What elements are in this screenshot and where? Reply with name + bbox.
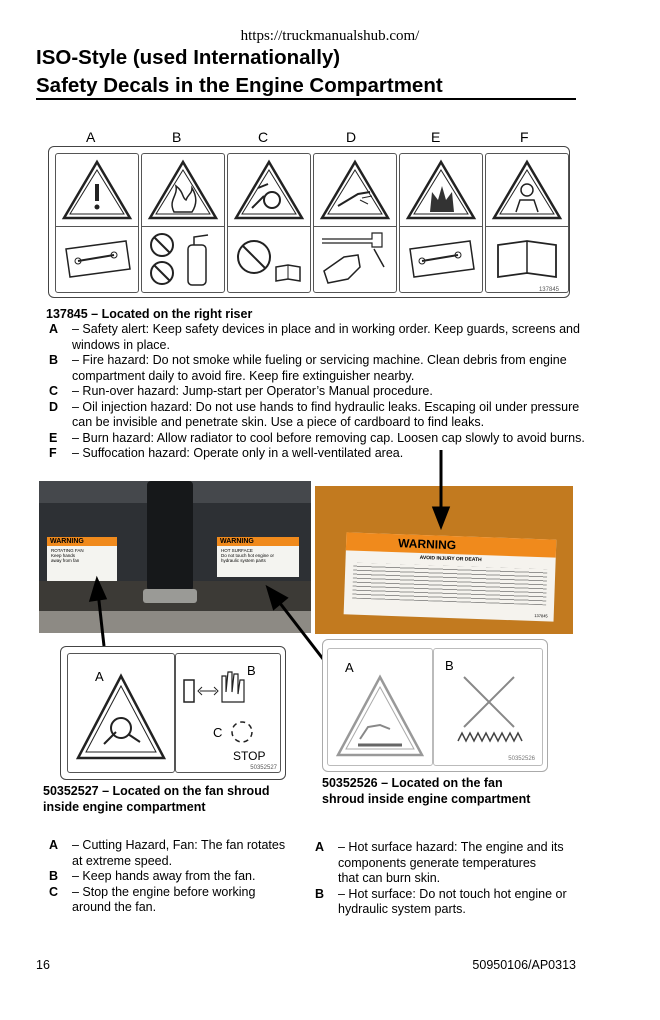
- decal-50352527-list: [46, 838, 306, 916]
- list-item: A – Safety alert: Keep safety devices in place and in working order. Keep guards, screens and windows in place.: [49, 322, 580, 352]
- list-item: A – Cutting Hazard, Fan: The fan rotates at extreme speed.: [49, 838, 286, 868]
- decal-50352526-list: [312, 840, 592, 918]
- list-item: B – Fire hazard: Do not smoke while fueling or servicing machine. Clean debris from engine compartment daily to avoid fire. Keep fire extinguisher nearby.: [49, 353, 567, 383]
- fan-cutting-hazard-icon: [68, 654, 174, 772]
- page-number: 16: [36, 958, 50, 972]
- decal-50352527-letter-c: C: [213, 725, 223, 740]
- hot-surface-warning-decal: WARNING HOT SURFACE Do not touch hot engine or hydraulic system parts: [217, 537, 299, 577]
- hot-surface-hazard-icon: [328, 649, 432, 765]
- decal-50352527-stop: STOP: [233, 749, 266, 763]
- list-item: E – Burn hazard: Allow radiator to cool before removing cap. Loosen cap slowly to avoid burns.: [49, 430, 585, 445]
- decal-50352527-left: [67, 653, 175, 773]
- decal-137845-caption: 137845 – Located on the right riser: [46, 307, 253, 321]
- decal-50352526-letter-b: B: [445, 658, 454, 673]
- decal-50352526: [322, 639, 548, 772]
- list-item: F – Suffocation hazard: Operate only in a well-ventilated area.: [49, 446, 404, 460]
- decal-letter-b: B: [172, 129, 182, 145]
- decal-letter-c: C: [258, 129, 269, 145]
- fan-warning-decal: WARNING ROTATING FAN Keep hands away from fan: [47, 537, 117, 581]
- document-number: 50950106/AP0313: [472, 958, 576, 972]
- list-item: A – Hot surface hazard: The engine and its components generate temperatures that can burn skin.: [315, 840, 564, 885]
- decal-code: 137845: [538, 287, 559, 293]
- decal-50352527-letter-a: A: [95, 669, 104, 684]
- decal-50352526-code: 50352526: [508, 756, 535, 762]
- list-item: B – Keep hands away from the fan.: [49, 869, 256, 883]
- list-item: C – Stop the engine before working around the fan.: [49, 884, 256, 914]
- list-item: C – Run-over hazard: Jump-start per Operator’s Manual procedure.: [49, 384, 433, 398]
- decal-letter-a: A: [86, 129, 96, 145]
- decal-letter-e: E: [431, 129, 441, 145]
- decal-50352527-caption: 50352527 – Located on the fan shroud inside engine compartment: [43, 784, 270, 814]
- decal-50352527-letter-b: B: [247, 663, 256, 678]
- title-line-1: ISO-Style (used Internationally): [36, 46, 341, 69]
- decal-50352527-code: 50352527: [250, 765, 277, 771]
- warning-decal-137845: WARNING AVOID INJURY OR DEATH 137845: [344, 532, 557, 621]
- decal-letter-f: F: [520, 129, 529, 145]
- title-line-2: Safety Decals in the Engine Compartment: [36, 74, 443, 97]
- decal-50352526-left: [327, 648, 433, 766]
- source-url[interactable]: https://truckmanualshub.com/: [240, 28, 420, 44]
- decal-letter-d: D: [346, 129, 357, 145]
- list-item: B – Hot surface: Do not touch hot engine or hydraulic system parts.: [315, 886, 567, 916]
- decal-50352527: [60, 646, 286, 780]
- decal-50352526-caption: 50352526 – Located on the fan shroud inside engine compartment: [322, 776, 531, 806]
- list-item: D – Oil injection hazard: Do not use hands to find hydraulic leaks. Escaping oil under pressure can be invisible and penetrate skin. Use a piece of cardboard to find leaks.: [49, 399, 580, 429]
- decal-50352526-letter-a: A: [345, 660, 354, 675]
